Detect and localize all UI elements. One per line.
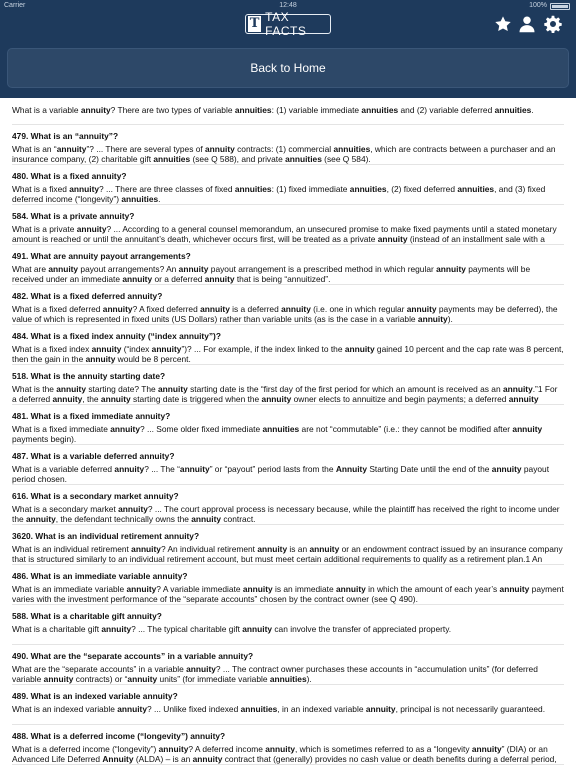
- logo-text: TAX FACTS: [265, 10, 307, 38]
- result-question: 480. What is a fixed annuity?: [12, 171, 127, 181]
- result-item[interactable]: [12, 485, 564, 525]
- result-answer-snippet: What is a charitable gift annuity? ... The typical charitable gift annuity can involve the transfer of appreciated property.: [12, 624, 452, 634]
- favorites-star-icon[interactable]: [493, 14, 513, 34]
- result-item[interactable]: [12, 365, 564, 405]
- result-question: 616. What is a secondary market annuity?: [12, 491, 179, 501]
- result-question: 518. What is the annuity starting date?: [12, 371, 166, 381]
- result-question: 487. What is a variable deferred annuity?: [12, 451, 175, 461]
- user-profile-icon[interactable]: [517, 14, 537, 34]
- result-answer-snippet: What is an individual retirement annuity? An individual retirement annuity is an annuity or an endowment contract issued by an insurance company that is structured similarly to an individual retirement account, but must meet certain additional requirements to qualify as a retirement plan.1 An: [12, 544, 563, 564]
- app-header: [0, 0, 576, 98]
- result-answer-snippet: What are annuity payout arrangements? An annuity payout arrangement is a prescribed method in which regular annuity payments will be received under an immediate annuity or a deferred annuity that is being “annuitized”.: [12, 264, 531, 284]
- result-question: 3620. What is an individual retirement annuity?: [12, 531, 200, 541]
- result-answer-snippet: What is a fixed annuity? ... There are three classes of fixed annuities: (1) fixed immediate annuities, (2) fixed deferred annuities, and (3) fixed deferred income (“longevity”) annuities.: [12, 184, 546, 204]
- result-item[interactable]: [12, 445, 564, 485]
- status-time: 12:48: [279, 2, 297, 9]
- result-answer-snippet: What is a fixed immediate annuity? ... Some older fixed immediate annuities are not “commutable” (i.e.: they cannot be modified after annuity payments begin).: [12, 424, 543, 444]
- result-answer-snippet: What is a fixed index annuity (“index annuity”)? ... For example, if the index linked to the annuity gained 10 percent and the cap rate was 8 percent, then the gain in the annuity would be 8 percent.: [12, 344, 564, 364]
- result-question: 491. What are annuity payout arrangements?: [12, 251, 191, 261]
- logo-badge: T: [249, 16, 260, 31]
- result-question: 584. What is a private annuity?: [12, 211, 135, 221]
- result-item[interactable]: [12, 685, 564, 725]
- result-answer-snippet: What is an indexed variable annuity? ... Unlike fixed indexed annuities, in an indexed variable annuity, principal is not necessarily guaranteed.: [12, 704, 546, 714]
- result-question: 588. What is a charitable gift annuity?: [12, 611, 162, 621]
- carrier-label: Carrier: [4, 2, 26, 9]
- result-snippet-first[interactable]: What is a variable annuity? There are two types of variable annuities: (1) variable immediate annuities and (2) variable deferred annuities.: [12, 98, 564, 125]
- result-answer-snippet: What is a secondary market annuity? ... The court approval process is necessary because, while the plaintiff has received the right to income under the annuity, the defendant technically owns the annuity contract.: [12, 504, 560, 524]
- result-item[interactable]: [12, 525, 564, 565]
- tax-facts-logo: [245, 10, 331, 38]
- result-answer-snippet: What are the “separate accounts” in a variable annuity? ... The contract owner purchases these accounts in “accumulation units” (for deferred variable annuity contracts) or “annuity units” (for immediate variable annuities).: [12, 664, 538, 684]
- result-question: 481. What is a fixed immediate annuity?: [12, 411, 171, 421]
- back-to-home-button[interactable]: Back to Home: [7, 48, 569, 88]
- result-answer-snippet: What is a deferred income (“longevity”) annuity? A deferred income annuity, which is sometimes referred to as a “longevity annuity” (DIA) or an Advanced Life Deferred Annuity (ALDA) – is an annuity contract that (generally) provides no cash value or death benefits during a deferral period,: [12, 744, 557, 764]
- result-item[interactable]: [12, 285, 564, 325]
- result-answer-snippet: What is a variable deferred annuity? ... The “annuity” or “payout” period lasts from the Annuity Starting Date until the end of the annuity payout period chosen.: [12, 464, 550, 484]
- battery-indicator: [529, 0, 570, 12]
- result-question: 489. What is an indexed variable annuity?: [12, 691, 178, 701]
- battery-icon: [550, 3, 570, 10]
- result-item[interactable]: [12, 405, 564, 445]
- battery-percent: 100%: [529, 2, 547, 9]
- result-item[interactable]: [12, 325, 564, 365]
- result-answer-snippet: What is a fixed deferred annuity? A fixed deferred annuity is a deferred annuity (i.e. one in which regular annuity payments may be deferred), the value of which is represented in fixed units (US Dollars) rather than variable units (as is the case in a variable annuity).: [12, 304, 558, 324]
- result-item[interactable]: [12, 725, 564, 765]
- result-question: 488. What is a deferred income (“longevity”) annuity?: [12, 731, 226, 741]
- result-question: 484. What is a fixed index annuity (“index annuity”)?: [12, 331, 221, 341]
- result-item[interactable]: [12, 165, 564, 205]
- result-answer-snippet: What is the annuity starting date? The annuity starting date is the “first day of the first period for which an amount is received as an annuity.”1 For a deferred annuity, the annuity starting date is triggered when the annuity owner elects to annuitize and begin payments; a deferred annuity: [12, 384, 558, 404]
- result-answer-snippet: What is an immediate variable annuity? A variable immediate annuity is an immediate annuity in which the amount of each year’s annuity payment varies with the investment performance of the “separate accounts” chosen by the contract owner (see Q 490).: [12, 584, 564, 604]
- result-item[interactable]: [12, 245, 564, 285]
- search-results-list[interactable]: [0, 98, 576, 768]
- result-answer-snippet: What is a private annuity? ... According to a general counsel memorandum, an unsecured promise to make fixed payments until a stated monetary amount is reached or until the annuitant’s death, whichever occurs first, will be treated as a private annuity (instead of an installment sale with a: [12, 224, 557, 244]
- result-question: 482. What is a fixed deferred annuity?: [12, 291, 163, 301]
- result-question: 479. What is an “annuity”?: [12, 131, 119, 141]
- result-item[interactable]: [12, 565, 564, 605]
- result-item[interactable]: [12, 605, 564, 645]
- result-item[interactable]: [12, 125, 564, 165]
- result-item[interactable]: [12, 205, 564, 245]
- result-question: 490. What are the “separate accounts” in a variable annuity?: [12, 651, 254, 661]
- settings-gear-icon[interactable]: [543, 14, 563, 34]
- result-item[interactable]: [12, 645, 564, 685]
- result-answer-snippet: What is an “annuity”? ... There are several types of annuity contracts: (1) commercial annuities, which are contracts between a purchaser and an insurance company, (2) charitable gift annuities (see Q 588), and private annuities (see Q 584).: [12, 144, 556, 164]
- result-question: 486. What is an immediate variable annuity?: [12, 571, 188, 581]
